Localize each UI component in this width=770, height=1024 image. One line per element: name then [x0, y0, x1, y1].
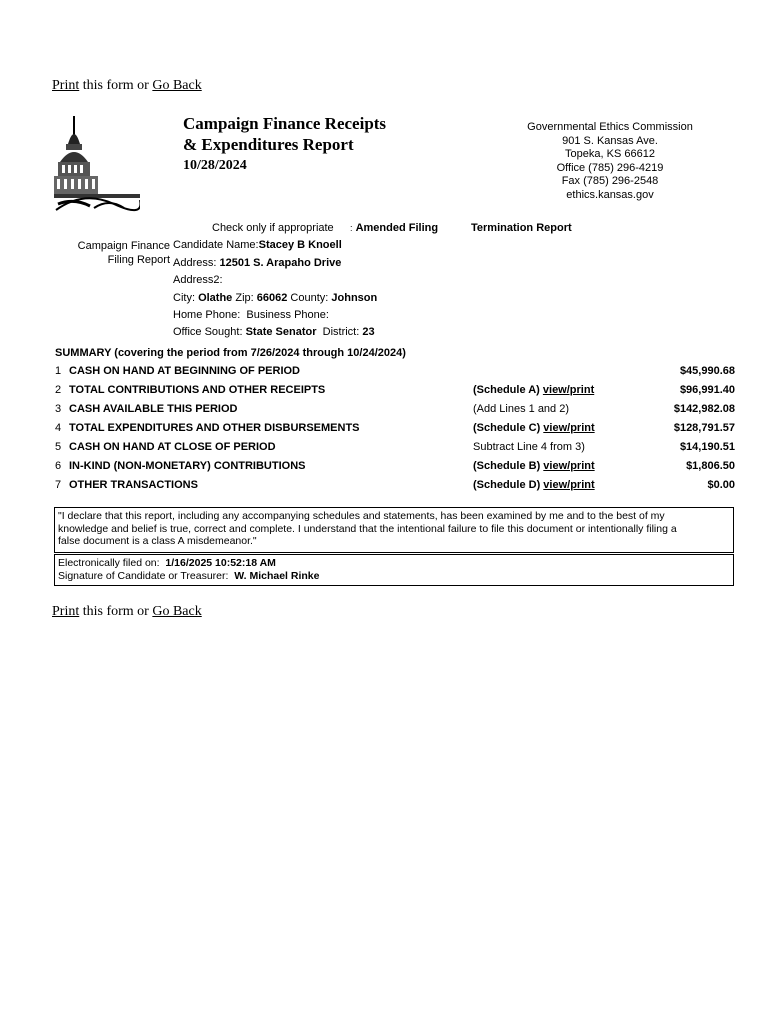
- summary-row-label: [55, 403, 237, 415]
- summary-row-amount: $142,982.08: [673, 403, 735, 415]
- summary-heading: SUMMARY (covering the period from 7/26/2024 through 10/24/2024): [55, 347, 406, 359]
- summary-row: [55, 441, 735, 457]
- view-print-link[interactable]: view/print: [542, 384, 595, 396]
- summary-row-number: 2: [55, 384, 62, 396]
- summary-row-amount: $14,190.51: [679, 441, 735, 453]
- summary-row-label: [55, 479, 198, 491]
- declaration-box: [54, 507, 734, 553]
- summary-row-text: CASH ON HAND AT BEGINNING OF PERIOD: [69, 365, 301, 377]
- go-back-link[interactable]: Go Back: [152, 604, 202, 619]
- view-print-link[interactable]: view/print: [543, 460, 595, 472]
- district-value: 23: [362, 326, 375, 338]
- office-value: State Senator: [245, 326, 317, 338]
- city-value: Olathe: [198, 292, 233, 304]
- district-label: District:: [322, 326, 360, 338]
- address2-label: Address2:: [173, 274, 223, 286]
- report-type: [74, 239, 170, 267]
- summary-row: [55, 460, 735, 476]
- summary-row-number: 3: [55, 403, 62, 415]
- schedule-reference-text: (Schedule C): [473, 422, 544, 434]
- summary-row-text: IN-KIND (NON-MONETARY) CONTRIBUTIONS: [69, 460, 306, 472]
- business-phone-label: Business Phone:: [246, 309, 329, 321]
- report-type-line2: Filing Report: [107, 254, 170, 266]
- declaration-line: knowledge and belief is true, correct and complete. I understand that the intentional failure to file this document or intentionally filing a: [58, 522, 677, 535]
- report-title: [183, 113, 386, 176]
- office-row: [173, 326, 375, 338]
- address-label: Address:: [173, 257, 217, 269]
- amended-filing-label: Amended Filing: [355, 222, 439, 234]
- summary-row-amount: $128,791.57: [673, 422, 735, 434]
- declaration-line: false document is a class A misdemeanor.": [58, 535, 257, 547]
- county-value: Johnson: [331, 292, 378, 304]
- schedule-reference-text: (Schedule A): [473, 384, 543, 396]
- city-row: [173, 292, 377, 304]
- summary-row-amount: $1,806.50: [686, 460, 735, 472]
- summary-row-text: CASH AVAILABLE THIS PERIOD: [69, 403, 238, 415]
- summary-row-number: 1: [55, 365, 62, 377]
- summary-row-label: [55, 441, 276, 453]
- zip-value: 66062: [256, 292, 288, 304]
- address-row: [173, 257, 341, 269]
- summary-row-text: OTHER TRANSACTIONS: [69, 479, 198, 491]
- summary-row-label: [55, 422, 360, 434]
- view-print-link[interactable]: view/print: [543, 479, 595, 491]
- summary-row-reference: [473, 422, 595, 434]
- office-label: Office Sought:: [173, 326, 243, 338]
- declaration-line: "I declare that this report, including any accompanying schedules and statements, has been examined by me and to the best of my: [58, 510, 665, 522]
- summary-row-number: 6: [55, 460, 62, 472]
- summary-row-reference: [473, 460, 595, 472]
- candidate-name-row: [173, 239, 342, 251]
- summary-row-reference: [473, 403, 569, 415]
- summary-row-reference: [473, 441, 585, 453]
- summary-row-text: CASH ON HAND AT CLOSE OF PERIOD: [69, 441, 276, 453]
- filed-on-row: [58, 557, 730, 570]
- termination-report-option: [471, 222, 572, 234]
- nav-separator-text: this form or: [79, 78, 153, 93]
- summary-row-number: 4: [55, 422, 62, 434]
- zip-label: Zip:: [235, 292, 254, 304]
- bottom-nav: [52, 604, 202, 620]
- summary-row-label: [55, 384, 325, 396]
- summary-row-reference: [473, 384, 594, 396]
- summary-row-amount: $0.00: [707, 479, 735, 491]
- county-label: County:: [290, 292, 329, 304]
- phone-row: [173, 309, 329, 321]
- summary-row-text: TOTAL CONTRIBUTIONS AND OTHER RECEIPTS: [69, 384, 326, 396]
- kansas-capitol-seal-icon: [54, 114, 140, 214]
- summary-row-text: TOTAL EXPENDITURES AND OTHER DISBURSEMENTS: [69, 422, 360, 434]
- signer-row: [58, 570, 730, 583]
- amended-filing-option: : Amended Filing: [350, 222, 439, 234]
- report-date: 10/28/2024: [183, 158, 247, 173]
- report-type-line1: Campaign Finance: [77, 240, 170, 252]
- report-title-line2: & Expenditures Report: [183, 135, 354, 154]
- address2-row: [173, 274, 223, 286]
- home-phone-label: Home Phone:: [173, 309, 241, 321]
- agency-line: Governmental Ethics Commission: [527, 121, 693, 133]
- summary-row-number: 7: [55, 479, 62, 491]
- schedule-reference-text: (Schedule B): [473, 460, 544, 472]
- summary-row-amount: $45,990.68: [679, 365, 735, 377]
- check-appropriate-label: Check only if appropriate: [212, 222, 334, 234]
- nav-separator-text: this form or: [79, 604, 153, 619]
- summary-row-amount: $96,991.40: [679, 384, 735, 396]
- print-link[interactable]: Print: [52, 78, 80, 93]
- agency-address: [500, 121, 720, 203]
- summary-row-label: [55, 365, 300, 377]
- signature-box: [54, 554, 734, 586]
- view-print-link[interactable]: view/print: [543, 422, 595, 434]
- summary-row: [55, 403, 735, 419]
- agency-line: 901 S. Kansas Ave.: [562, 134, 658, 147]
- go-back-link[interactable]: Go Back: [152, 78, 202, 93]
- agency-line: Office (785) 296-4219: [556, 161, 664, 174]
- summary-row-number: 5: [55, 441, 62, 453]
- schedule-reference-text: (Add Lines 1 and 2): [473, 403, 570, 415]
- summary-row-reference: [473, 479, 595, 491]
- print-link[interactable]: Print: [52, 604, 80, 619]
- summary-row: [55, 479, 735, 495]
- city-label: City:: [173, 292, 195, 304]
- schedule-reference-text: (Schedule D): [473, 479, 544, 491]
- report-title-line1: Campaign Finance Receipts: [183, 114, 387, 133]
- summary-row: [55, 384, 735, 400]
- signer-label: Signature of Candidate or Treasurer:: [58, 570, 229, 582]
- filed-on-label: Electronically filed on:: [58, 557, 160, 569]
- signer-value: W. Michael Rinke: [234, 570, 320, 582]
- schedule-reference-text: Subtract Line 4 from 3): [473, 441, 585, 453]
- candidate-name: Stacey B Knoell: [258, 239, 342, 251]
- agency-line: Topeka, KS 66612: [565, 148, 655, 161]
- top-nav: [52, 78, 202, 94]
- termination-report-label: Termination Report: [471, 222, 572, 234]
- summary-row: [55, 365, 735, 381]
- agency-line: ethics.kansas.gov: [566, 188, 654, 201]
- agency-line: Fax (785) 296-2548: [561, 175, 659, 188]
- filed-on-value: 1/16/2025 10:52:18 AM: [165, 557, 276, 569]
- summary-row: [55, 422, 735, 438]
- candidate-name-label: Candidate Name:: [173, 239, 259, 251]
- address-value: 12501 S. Arapaho Drive: [219, 257, 342, 269]
- summary-row-label: [55, 460, 305, 472]
